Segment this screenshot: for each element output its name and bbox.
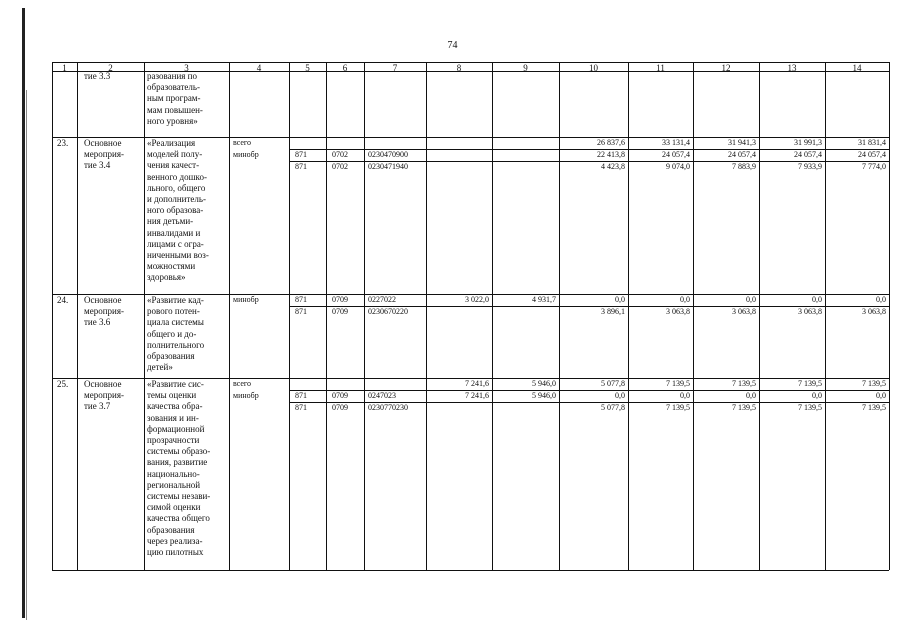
activity-name-line: тие 3.3: [84, 71, 111, 81]
column-header: 12: [721, 63, 731, 73]
activity-desc-line: образователь-: [147, 82, 200, 93]
activity-desc-line: общего и до-: [147, 328, 197, 339]
activity-name-line: тие 3.7: [84, 401, 111, 412]
amount-cell: 7 139,5: [862, 379, 886, 388]
row-divider: [52, 570, 889, 571]
amount-cell: 4 423,8: [601, 162, 625, 171]
funding-source: минобр: [233, 295, 259, 304]
amount-cell: 7 774,0: [862, 162, 886, 171]
amount-cell: 24 057,4: [858, 150, 886, 159]
column-header: 5: [305, 63, 310, 73]
activity-desc-line: симой оценки: [147, 502, 201, 513]
activity-desc-line: можностями: [147, 261, 196, 272]
amount-cell: 7 139,5: [798, 379, 822, 388]
activity-desc-line: ного образова-: [147, 205, 204, 216]
activity-desc-line: формационной: [147, 423, 205, 434]
activity-desc-line: разования по: [147, 71, 197, 81]
column-divider: [889, 62, 890, 570]
amount-cell: 5 077,8: [601, 403, 625, 412]
activity-desc-line: ного уровня»: [147, 115, 198, 126]
target-code: 0230471940: [368, 162, 408, 171]
activity-name-line: мероприя-: [84, 149, 124, 160]
column-header: 3: [184, 63, 189, 73]
section-code: 0709: [332, 295, 348, 304]
amount-cell: 7 241,6: [465, 379, 489, 388]
activity-name-line: Основное: [84, 138, 122, 148]
amount-cell: 24 057,4: [662, 150, 690, 159]
amount-cell: 4 931,7: [532, 295, 556, 304]
amount-cell: 9 074,0: [666, 162, 690, 171]
column-divider: [492, 62, 493, 570]
amount-cell: 7 883,9: [732, 162, 756, 171]
amount-cell: 3 063,8: [798, 307, 822, 316]
column-header: 14: [852, 63, 862, 73]
column-divider: [52, 62, 53, 570]
funding-source: минобр: [233, 150, 259, 159]
activity-desc-line: «Развитие сис-: [147, 379, 204, 389]
target-code: 0247023: [368, 391, 396, 400]
column-header: 11: [656, 63, 665, 73]
row-number: 23.: [57, 138, 69, 148]
ministry-code: 871: [295, 391, 307, 400]
column-header: 8: [456, 63, 462, 73]
activity-name-line: Основное: [84, 295, 122, 305]
amount-cell: 0,0: [876, 391, 886, 400]
column-divider: [364, 62, 365, 570]
activity-name-line: Основное: [84, 379, 122, 389]
activity-desc-line: и дополнитель-: [147, 194, 206, 204]
activity-name-line: мероприя-: [84, 390, 124, 401]
activity-desc-line: региональной: [147, 479, 201, 490]
activity-name-line: мероприя-: [84, 306, 124, 317]
activity-desc-line: «Реализация: [147, 138, 196, 148]
column-divider: [426, 62, 427, 570]
amount-cell: 7 933,9: [798, 162, 822, 171]
column-header: 2: [108, 63, 113, 73]
column-header: 9: [523, 63, 528, 73]
activity-desc-line: цию пилотных: [147, 547, 204, 557]
section-code: 0702: [332, 162, 348, 171]
column-header: 1: [62, 63, 67, 73]
amount-cell: 0,0: [615, 391, 625, 400]
amount-cell: 7 241,6: [465, 391, 489, 400]
section-code: 0702: [332, 150, 348, 159]
amount-cell: 26 837,6: [597, 138, 625, 147]
target-code: 0230770230: [368, 403, 408, 412]
activity-desc-line: циала системы: [147, 317, 204, 328]
activity-name-line: тие 3.6: [84, 317, 111, 328]
amount-cell: 3 022,0: [465, 295, 489, 304]
activity-desc-line: ния детьми-: [147, 216, 194, 227]
ministry-code: 871: [295, 150, 307, 159]
scan-edge-shadow: [26, 90, 27, 620]
column-divider: [77, 62, 78, 570]
activity-desc-line: зования и ин-: [147, 412, 199, 423]
budget-table: [52, 62, 889, 570]
amount-cell: 22 413,8: [597, 150, 625, 159]
target-code: 0230470900: [368, 150, 408, 159]
activity-desc-line: вания, развитие: [147, 457, 208, 468]
activity-desc-line: инвалидами и: [147, 227, 201, 238]
funding-source: всего: [233, 379, 252, 388]
amount-cell: 7 139,5: [732, 403, 756, 412]
ministry-code: 871: [295, 295, 307, 304]
ministry-code: 871: [295, 162, 307, 171]
amount-cell: 0,0: [680, 295, 690, 304]
activity-name-line: тие 3.4: [84, 160, 111, 171]
amount-cell: 7 139,5: [862, 403, 886, 412]
amount-cell: 3 896,1: [601, 307, 625, 316]
column-header: 4: [256, 63, 262, 73]
column-header: 10: [589, 63, 598, 73]
activity-desc-line: моделей полу-: [147, 149, 203, 160]
column-divider: [289, 62, 290, 570]
row-number: 25.: [57, 379, 69, 389]
page-number: 74: [447, 40, 458, 51]
activity-desc-line: ниченными воз-: [147, 250, 209, 260]
funding-source: всего: [233, 138, 252, 147]
amount-cell: 7 139,5: [798, 403, 822, 412]
column-header: 6: [342, 63, 348, 73]
amount-cell: 3 063,8: [666, 307, 690, 316]
column-divider: [326, 62, 327, 570]
activity-desc-line: детей»: [147, 362, 173, 373]
activity-desc-line: полнительного: [147, 339, 205, 350]
column-header: 13: [787, 63, 797, 73]
activity-desc-line: качества общего: [147, 513, 210, 524]
amount-cell: 0,0: [812, 295, 822, 304]
amount-cell: 0,0: [680, 391, 690, 400]
column-divider: [229, 62, 230, 570]
activity-desc-line: чения качест-: [147, 160, 200, 171]
row-number: 24.: [57, 295, 69, 305]
activity-desc-line: образования: [147, 351, 195, 361]
activity-desc-line: системы образо-: [147, 446, 211, 457]
activity-desc-line: мам повышен-: [147, 104, 203, 115]
amount-cell: 3 063,8: [732, 307, 756, 316]
column-header: 7: [392, 63, 398, 73]
amount-cell: 7 139,5: [666, 379, 690, 388]
amount-cell: 5 946,0: [532, 391, 556, 400]
activity-desc-line: рового потен-: [147, 306, 200, 317]
amount-cell: 3 063,8: [862, 307, 886, 316]
scan-edge: [22, 8, 25, 618]
section-code: 0709: [332, 403, 348, 412]
activity-desc-line: через реализа-: [147, 535, 203, 546]
activity-desc-line: лицами с огра-: [147, 238, 204, 249]
activity-desc-line: «Развитие кад-: [147, 295, 204, 305]
activity-desc-line: ным програм-: [147, 93, 201, 104]
amount-cell: 5 946,0: [532, 379, 556, 388]
section-code: 0709: [332, 391, 348, 400]
ministry-code: 871: [295, 307, 307, 316]
amount-cell: 0,0: [615, 295, 625, 304]
amount-cell: 24 057,4: [728, 150, 756, 159]
amount-cell: 31 941,3: [728, 138, 756, 147]
amount-cell: 33 131,4: [662, 138, 690, 147]
amount-cell: 31 991,3: [794, 138, 822, 147]
activity-desc-line: здоровья»: [147, 272, 186, 283]
activity-desc-line: качества обра-: [147, 401, 203, 412]
activity-desc-line: системы незави-: [147, 491, 211, 501]
amount-cell: 7 139,5: [732, 379, 756, 388]
target-code: 0230670220: [368, 307, 408, 316]
activity-desc-line: национально-: [147, 468, 200, 479]
activity-desc-line: образования: [147, 524, 195, 535]
amount-cell: 24 057,4: [794, 150, 822, 159]
amount-cell: 5 077,8: [601, 379, 625, 388]
funding-source: минобр: [233, 391, 259, 400]
section-code: 0709: [332, 307, 348, 316]
amount-cell: 0,0: [746, 391, 756, 400]
amount-cell: 31 831,4: [858, 138, 886, 147]
amount-cell: 7 139,5: [666, 403, 690, 412]
column-divider: [144, 62, 145, 570]
amount-cell: 0,0: [746, 295, 756, 304]
activity-desc-line: прозрачности: [147, 435, 200, 445]
activity-desc-line: темы оценки: [147, 390, 197, 401]
activity-desc-line: льного, общего: [147, 182, 206, 193]
target-code: 0227022: [368, 295, 396, 304]
amount-cell: 0,0: [812, 391, 822, 400]
amount-cell: 0,0: [876, 295, 886, 304]
activity-desc-line: венного дошко-: [147, 171, 207, 182]
ministry-code: 871: [295, 403, 307, 412]
